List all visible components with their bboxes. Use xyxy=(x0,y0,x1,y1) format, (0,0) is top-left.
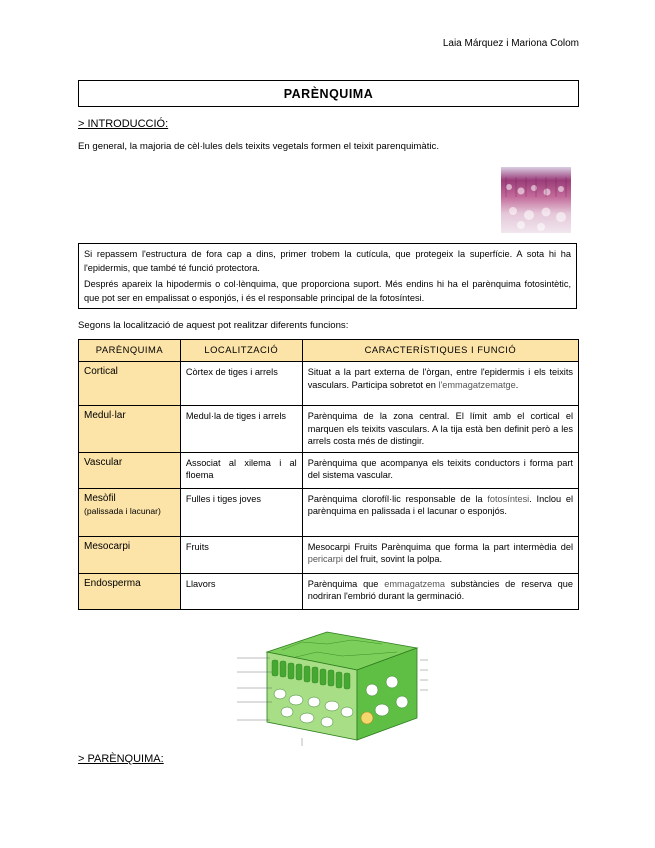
intro-heading: > INTRODUCCIÓ: xyxy=(78,118,169,130)
row-description: Parènquima que acompanya els teixits conductors i forma part del sistema vascular. xyxy=(302,452,578,488)
table-row xyxy=(79,406,579,453)
table-row xyxy=(79,488,579,536)
parenquima-heading: > PARÈNQUIMA: xyxy=(78,753,164,765)
row-name: Mesocarpi xyxy=(79,536,181,573)
tissue-micrograph xyxy=(501,167,571,233)
row-location: Associat al xilema i al floema xyxy=(180,452,302,488)
table-intro: Segons la localització de aquest pot realitzar diferents funcions: xyxy=(78,320,349,331)
row-location: Llavors xyxy=(180,573,302,609)
row-description: Parènquima que emmagatzema substàncies de reserva que nodriran l'embrió durant la germinació. xyxy=(302,573,578,609)
author-header: Laia Márquez i Mariona Colom xyxy=(442,38,579,49)
header-parenquima: PARÈNQUIMA xyxy=(79,340,181,362)
table-row xyxy=(79,362,579,406)
row-name: Cortical xyxy=(79,362,181,406)
row-description: Parènquima de la zona central. El límit amb el cortical el marquen els teixits vasculars. A la tija està ben definit però a les arrels costa més de distingir. xyxy=(302,406,578,453)
header-caracteristiques: CARACTERÍSTIQUES I FUNCIÓ xyxy=(302,340,578,362)
parenchyma-table xyxy=(78,339,579,610)
intro-text: En general, la majoria de cèl·lules dels teixits vegetals formen el teixit parenquimàtic. xyxy=(78,141,440,152)
table-row xyxy=(79,536,579,573)
row-name: Medul·lar xyxy=(79,406,181,453)
table-header-row xyxy=(79,340,579,362)
structure-box xyxy=(78,243,577,309)
row-location: Fulles i tiges joves xyxy=(180,488,302,536)
row-description: Parènquima clorofíl·lic responsable de la fotosíntesi. Inclou el parènquima en palissada i el lacunar o esponjós. xyxy=(302,488,578,536)
row-description: Situat a la part externa de l'òrgan, entre l'epidermis i els teixits vasculars. Participa sobretot en l'emmagatzematge. xyxy=(302,362,578,406)
structure-paragraph-2: Després apareix la hipodermis o col·lènquima, que proporciona suport. Més endins hi ha el parènquima fotosintètic, que pot ser en empalissat o esponjós, i és el responsable principal de la fotosíntesi. xyxy=(84,279,571,303)
table-row xyxy=(79,452,579,488)
header-localitzacio: LOCALITZACIÓ xyxy=(180,340,302,362)
row-location: Còrtex de tiges i arrels xyxy=(180,362,302,406)
row-location: Fruits xyxy=(180,536,302,573)
row-name: Endosperma xyxy=(79,573,181,609)
row-name: Mesòfil (palissada i lacunar) xyxy=(79,488,181,536)
highlight-term: pericarpi xyxy=(307,554,343,564)
row-location: Medul·la de tiges i arrels xyxy=(180,406,302,453)
highlight-term: l'emmagatzematge xyxy=(438,379,516,390)
structure-paragraph-1: Si repassem l'estructura de fora cap a dins, primer trobem la cutícula, que protegeix la superfície. A sota hi ha l'epidermis, que també té funció protectora. xyxy=(84,249,571,273)
row-description: Mesocarpi Fruits Parènquima que forma la part intermèdia del pericarpi del fruit, sovint la polpa. xyxy=(302,536,578,573)
row-name: Vascular xyxy=(79,452,181,488)
page-title: PARÈNQUIMA xyxy=(78,80,579,107)
leaf-cross-section-diagram xyxy=(232,630,432,748)
row-name-sub: (palissada i lacunar) xyxy=(84,506,161,516)
table-row xyxy=(79,573,579,609)
highlight-term: emmagatzema xyxy=(384,578,445,589)
highlight-term: fotosíntesi xyxy=(487,493,530,504)
